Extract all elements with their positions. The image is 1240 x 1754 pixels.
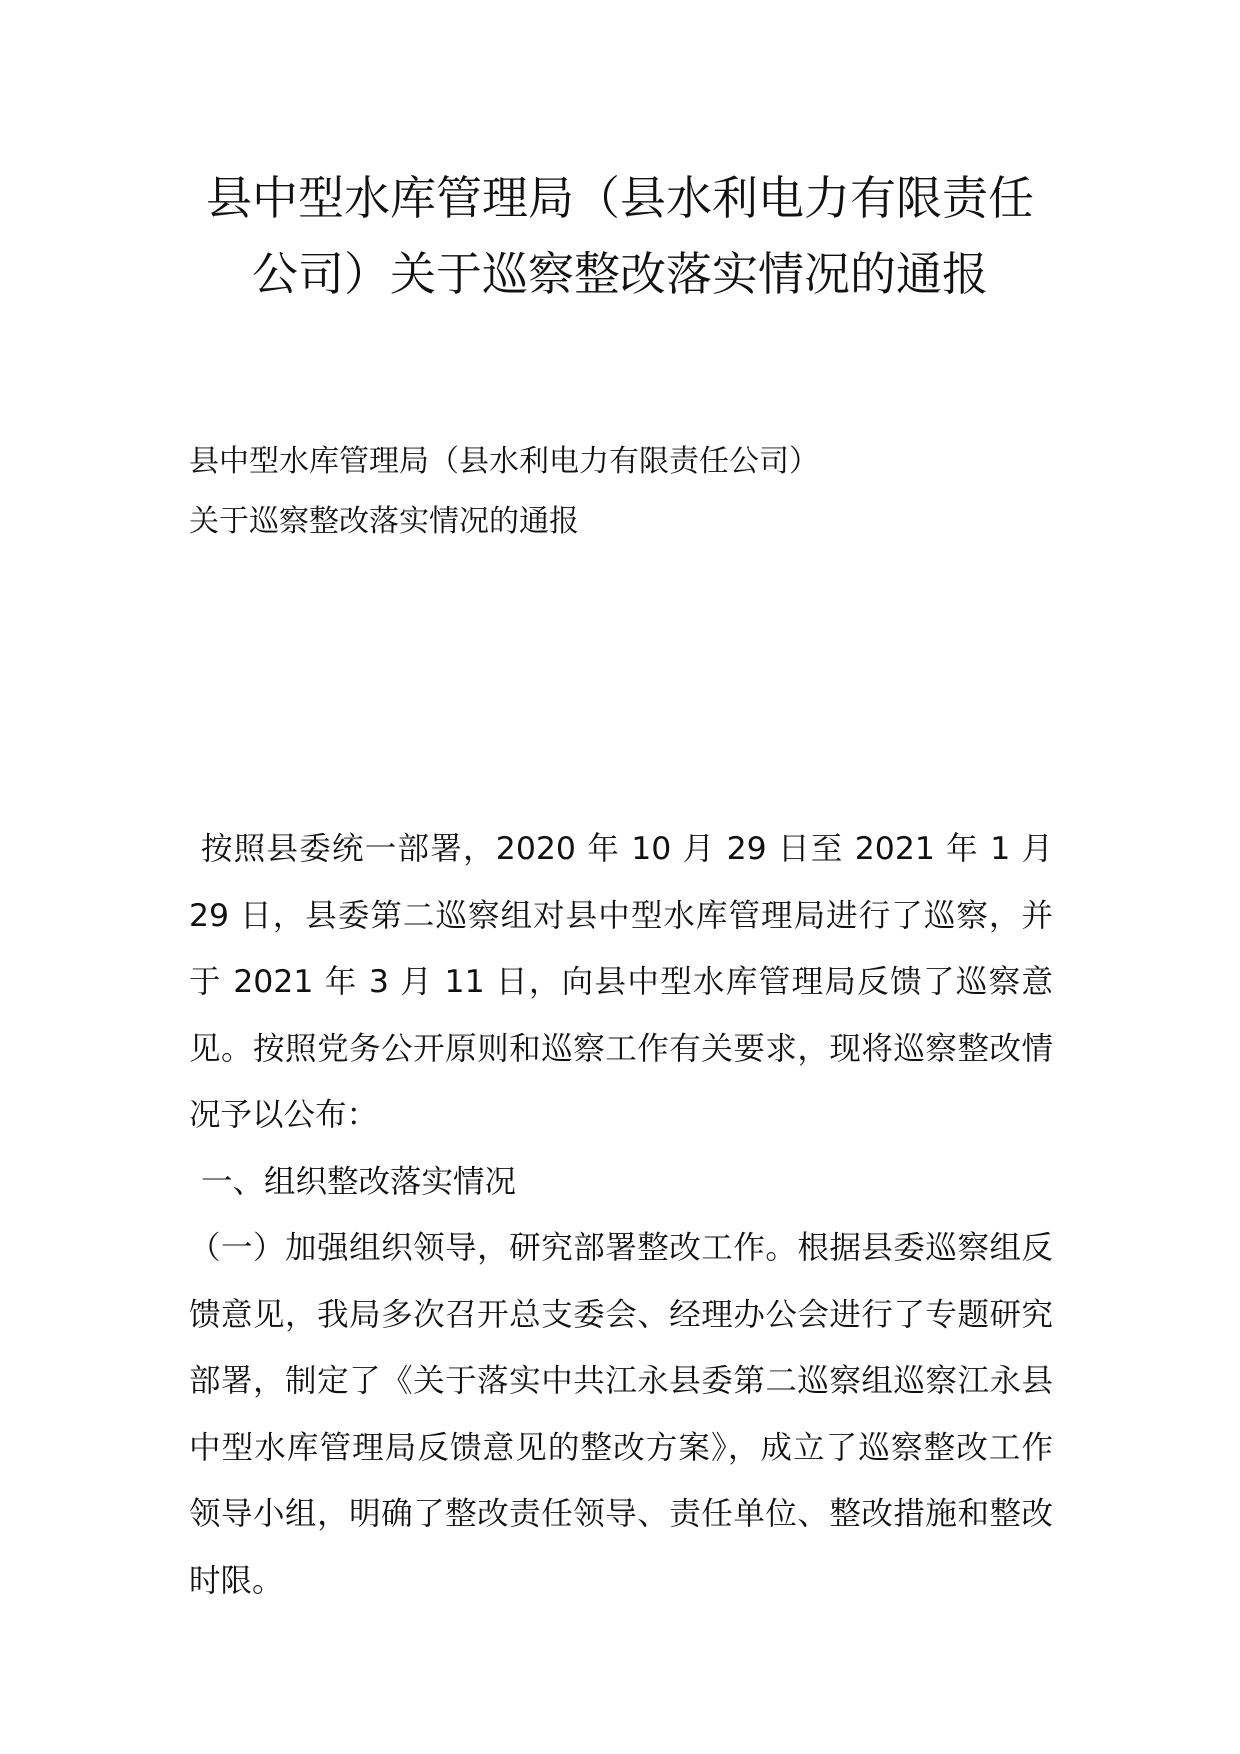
document-subheading: [189, 432, 1089, 552]
subheading-line-1: 县中型水库管理局（县水利电力有限责任公司）: [189, 444, 819, 479]
paragraph-1-1: （一）加强组织领导，研究部署整改工作。根据县委巡察组反馈意见，我局多次召开总支委会、经理办公会进行了专题研究部署，制定了《关于落实中共江永县委第二巡察组巡察江永县中型水库管理局反馈意见的整改方案》，成立了巡察整改工作领导小组，明确了整改责任领导、责任单位、整改措施和整改时限。: [189, 1230, 1053, 1599]
subheading-line-2: 关于巡察整改落实情况的通报: [189, 504, 579, 539]
title-line-2: 公司）关于巡察整改落实情况的通报: [252, 247, 988, 301]
document-title: [150, 160, 1090, 312]
document-body: [189, 816, 1053, 1614]
section-heading-1: 一、组织整改落实情况: [201, 1163, 517, 1200]
paragraph-intro: 按照县委统一部署，2020 年 10 月 29 日至 2021 年 1 月 29 日，县委第二巡察组对县中型水库管理局进行了巡察，并于 2021 年 3 月 11 日，向县中型水库管理局反馈了巡察意见。按照党务公开原则和巡察工作有关要求，现将巡察整改情况予以公布：: [189, 831, 1053, 1133]
title-line-1: 县中型水库管理局（县水利电力有限责任: [206, 171, 1034, 225]
